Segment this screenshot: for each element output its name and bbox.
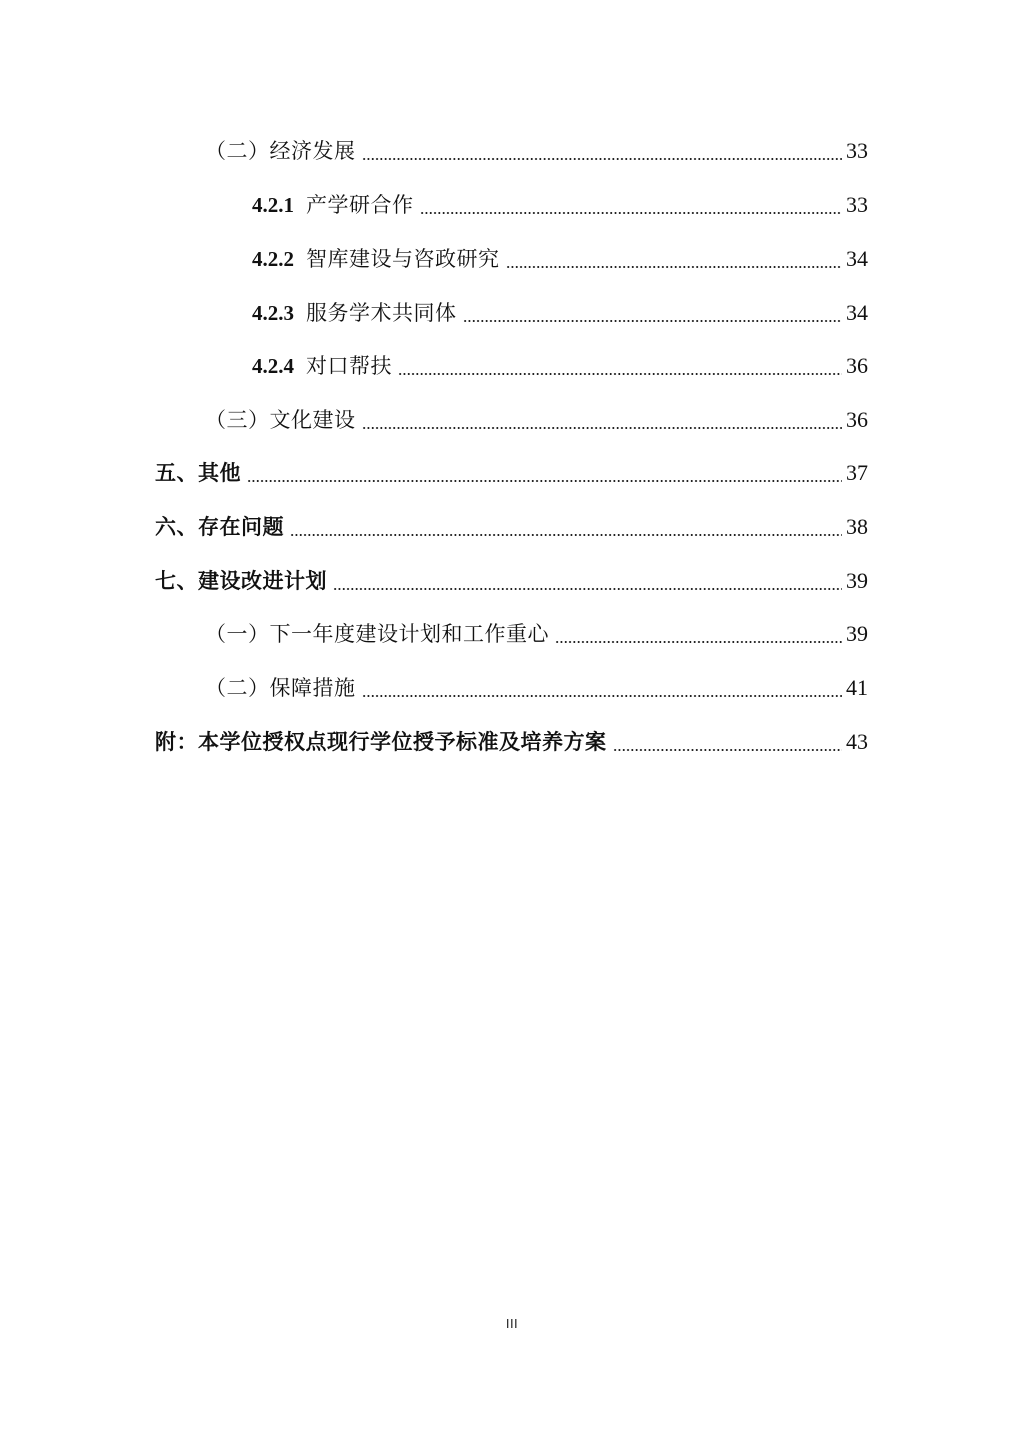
toc-entry-page: 41 xyxy=(846,675,868,700)
toc-entry-page: 43 xyxy=(846,729,868,754)
toc-entry[interactable] xyxy=(155,561,868,601)
dot-leader xyxy=(506,266,843,268)
toc-entry[interactable] xyxy=(155,453,868,493)
toc-entry-page: 37 xyxy=(846,460,868,485)
toc-entry[interactable] xyxy=(205,400,868,440)
toc-entry-page: 33 xyxy=(846,138,868,163)
toc-entry-title: （三）文化建设 xyxy=(205,408,356,432)
toc-entry-title: 智库建设与咨政研究 xyxy=(306,247,500,271)
toc-entry-title: 五、其他 xyxy=(155,461,241,485)
toc-entry-title: 七、建设改进计划 xyxy=(155,569,327,593)
toc-entry-title: 六、存在问题 xyxy=(155,515,284,539)
dot-leader xyxy=(555,641,842,643)
toc-entry-page: 33 xyxy=(846,192,868,217)
toc-entry-page: 36 xyxy=(846,407,868,432)
dot-leader xyxy=(247,480,842,482)
toc-entry-page: 39 xyxy=(846,568,868,593)
toc-entry-page: 39 xyxy=(846,621,868,646)
dot-leader xyxy=(420,212,843,214)
toc-entry-page: 36 xyxy=(846,353,868,378)
toc-entry-title: 服务学术共同体 xyxy=(306,301,457,325)
toc-entry-title: （一）下一年度建设计划和工作重心 xyxy=(205,622,549,646)
toc-entry[interactable] xyxy=(252,185,868,225)
toc-entry[interactable] xyxy=(252,346,868,386)
toc-entry-title: 对口帮扶 xyxy=(306,354,392,378)
toc-entry[interactable] xyxy=(205,131,868,171)
toc-entry[interactable] xyxy=(155,722,868,762)
dot-leader xyxy=(362,427,843,429)
dot-leader xyxy=(362,158,843,160)
toc-entry-number: 4.2.1 xyxy=(252,193,294,217)
toc-entry[interactable] xyxy=(252,293,868,333)
dot-leader xyxy=(333,588,842,590)
toc-entry[interactable] xyxy=(155,507,868,547)
dot-leader xyxy=(613,749,843,751)
toc-entry-number: 4.2.4 xyxy=(252,354,294,378)
toc-entry-number: 4.2.3 xyxy=(252,301,294,325)
toc-entry-title: 产学研合作 xyxy=(306,193,414,217)
toc-entry-page: 38 xyxy=(846,514,868,539)
toc-entry-title: 附：本学位授权点现行学位授予标准及培养方案 xyxy=(155,730,607,754)
toc-entry[interactable] xyxy=(205,614,868,654)
toc-entry-number: 4.2.2 xyxy=(252,247,294,271)
toc-entry-page: 34 xyxy=(846,300,868,325)
dot-leader xyxy=(362,695,843,697)
toc-entry-title: （二）保障措施 xyxy=(205,676,356,700)
toc-entry[interactable] xyxy=(252,239,868,279)
dot-leader xyxy=(290,534,842,536)
toc-entry-page: 34 xyxy=(846,246,868,271)
dot-leader xyxy=(398,373,842,375)
page-number: III xyxy=(505,1316,519,1331)
toc-entry[interactable] xyxy=(205,668,868,708)
toc-entry-title: （二）经济发展 xyxy=(205,139,356,163)
dot-leader xyxy=(463,320,843,322)
